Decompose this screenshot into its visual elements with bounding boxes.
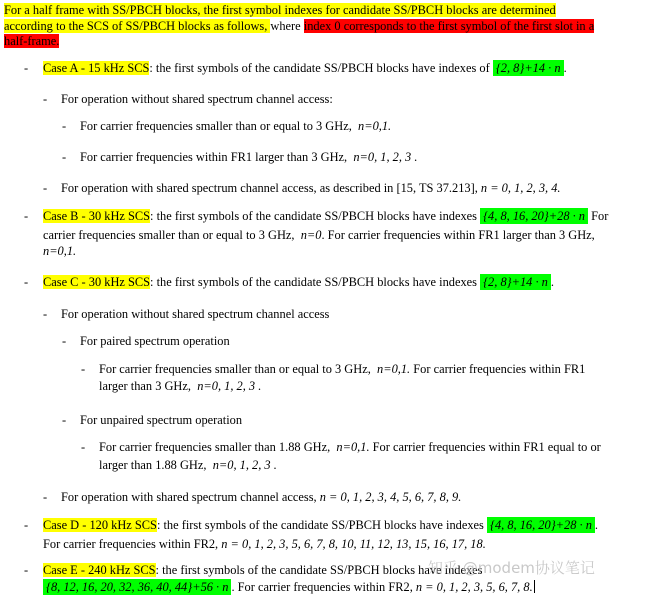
case-d-label: Case D - 120 kHz SCS [43,518,157,532]
case-d-line-2 [43,536,486,552]
watermark-text: 知乎 @modem协议笔记 [428,559,595,577]
bullet-dash: - [24,209,29,223]
case-a-sub1b-n: n=0, 1, 2, 3 . [353,150,418,164]
bullet-dash: - [43,92,48,106]
case-c-sub1: For operation without shared spectrum channel access [61,307,330,321]
case-b-line2-text: carrier frequencies smaller than or equal to 3 GHz, [43,228,298,242]
case-d-line2-n: n = 0, 1, 2, 3, 5, 6, 7, 8, 10, 11, 12, 13, 15, 16, 17, 18. [221,537,486,551]
case-a-end: . [563,61,567,75]
bullet-dash: - [81,362,86,376]
bullet-dash: - [62,150,67,164]
case-e-line-1 [43,562,482,578]
case-e-label: Case E - 240 kHz SCS [43,563,156,577]
intro-line-2 [4,18,594,34]
case-c-unpaired-a-n: n=0,1. [336,440,370,454]
case-d-end: . [594,518,599,532]
case-c-unpaired-a2: For carrier frequencies within FR1 equal to or [369,440,601,454]
bullet-dash: - [24,518,29,532]
case-b-line3-n: n=0,1. [43,244,77,258]
text-cursor [534,580,535,593]
case-d-line-1 [43,517,598,533]
case-c-formula: {2, 8}+14 · n [480,274,551,290]
case-c-paired-a-n: n=0,1. [377,362,411,376]
case-a-label: Case A - 15 kHz SCS [43,61,150,75]
case-c-unpaired-b-text: larger than 1.88 GHz, [99,458,210,472]
case-b-text2: For [588,209,609,223]
case-c-paired-b-n: n=0, 1, 2, 3 . [197,379,262,393]
bullet-dash: - [24,563,29,577]
bullet-dash: - [43,181,48,195]
case-c-paired: For paired spectrum operation [80,334,230,348]
case-b-line-3 [43,243,76,259]
intro-text-3: half-frame. [4,34,60,48]
bullet-dash: - [81,440,86,454]
case-c-unpaired-a [99,439,601,455]
case-a-sub2-n: n = 0, 1, 2, 3, 4. [480,181,561,195]
intro-text-1: For a half frame with SS/PBCH blocks, the first symbol indexes for candidate SS/PBCH blocks are determined [4,3,556,17]
case-a-formula: {2, 8}+14 · n [493,60,564,76]
case-d-text: : the first symbols of the candidate SS/PBCH blocks have indexes [156,518,487,532]
bullet-dash: - [24,61,29,75]
bullet-dash: - [24,275,29,289]
case-b-text: : the first symbols of the candidate SS/PBCH blocks have indexes [150,209,481,223]
case-a-sub2 [61,180,561,196]
bullet-dash: - [62,413,67,427]
case-a-sub1: For operation without shared spectrum channel access: [61,92,333,106]
intro-line-3 [4,33,59,49]
bullet-dash: - [62,334,67,348]
case-e-line2-n: n = 0, 1, 2, 3, 5, 6, 7, 8. [415,580,533,594]
bullet-dash: - [43,490,48,504]
case-c-end: . [550,275,554,289]
case-c-paired-b-text: larger than 3 GHz, [99,379,195,393]
intro-text-2a: according to the SCS of SS/PBCH blocks as follows, [4,19,271,33]
case-a-line [43,60,567,76]
case-a-sub1a [80,118,391,134]
intro-text-2c: index 0 corresponds to the first symbol of the first slot in a [303,19,595,33]
case-b-label: Case B - 30 kHz SCS [43,209,151,223]
case-c-paired-b [99,378,261,394]
case-a-sub2-text: For operation with shared spectrum channel access, as described in [15, TS 37.213], [61,181,481,195]
case-c-unpaired-b [99,457,277,473]
case-b-line-2 [43,227,595,243]
case-d-line2-text: For carrier frequencies within FR2, [43,537,222,551]
case-c-sub2-text: For operation with shared spectrum channel access, [61,490,320,504]
case-c-line [43,274,554,290]
case-b-line2b: . For carrier frequencies within FR1 larger than 3 GHz, [321,228,595,242]
case-e-line-2 [43,579,535,595]
case-c-text: : the first symbols of the candidate SS/PBCH blocks have indexes [150,275,481,289]
case-c-sub2-n: n = 0, 1, 2, 3, 4, 5, 6, 7, 8, 9. [319,490,462,504]
case-c-sub2 [61,489,461,505]
case-a-sub1b-text: For carrier frequencies within FR1 larger than 3 GHz, [80,150,351,164]
case-b-line-1 [43,208,608,224]
case-d-formula: {4, 8, 16, 20}+28 · n [487,517,595,533]
case-c-paired-a-text: For carrier frequencies smaller than or equal to 3 GHz, [99,362,374,376]
case-c-unpaired: For unpaired spectrum operation [80,413,243,427]
intro-text-2b: where [270,19,304,33]
case-a-sub1b [80,149,417,165]
bullet-dash: - [62,119,67,133]
case-c-paired-a2: For carrier frequencies within FR1 [410,362,586,376]
case-c-unpaired-b-n: n=0, 1, 2, 3 . [212,458,277,472]
case-b-formula: {4, 8, 16, 20}+28 · n [480,208,588,224]
case-c-unpaired-a-text: For carrier frequencies smaller than 1.88 GHz, [99,440,334,454]
case-e-end: . For carrier frequencies within FR2, [231,580,416,594]
case-a-sub1a-n: n=0,1. [358,119,392,133]
case-c-label: Case C - 30 kHz SCS [43,275,151,289]
case-e-formula: {8, 12, 16, 20, 32, 36, 40, 44}+56 · n [43,579,231,595]
intro-line-1 [4,2,556,18]
bullet-dash: - [43,307,48,321]
case-b-line2-n: n=0 [300,228,322,242]
case-e-text: : the first symbols of the candidate SS/PBCH blocks have indexes [155,563,483,577]
case-c-paired-a [99,361,585,377]
case-a-text: : the first symbols of the candidate SS/PBCH blocks have indexes of [149,61,493,75]
case-a-sub1a-text: For carrier frequencies smaller than or equal to 3 GHz, [80,119,355,133]
